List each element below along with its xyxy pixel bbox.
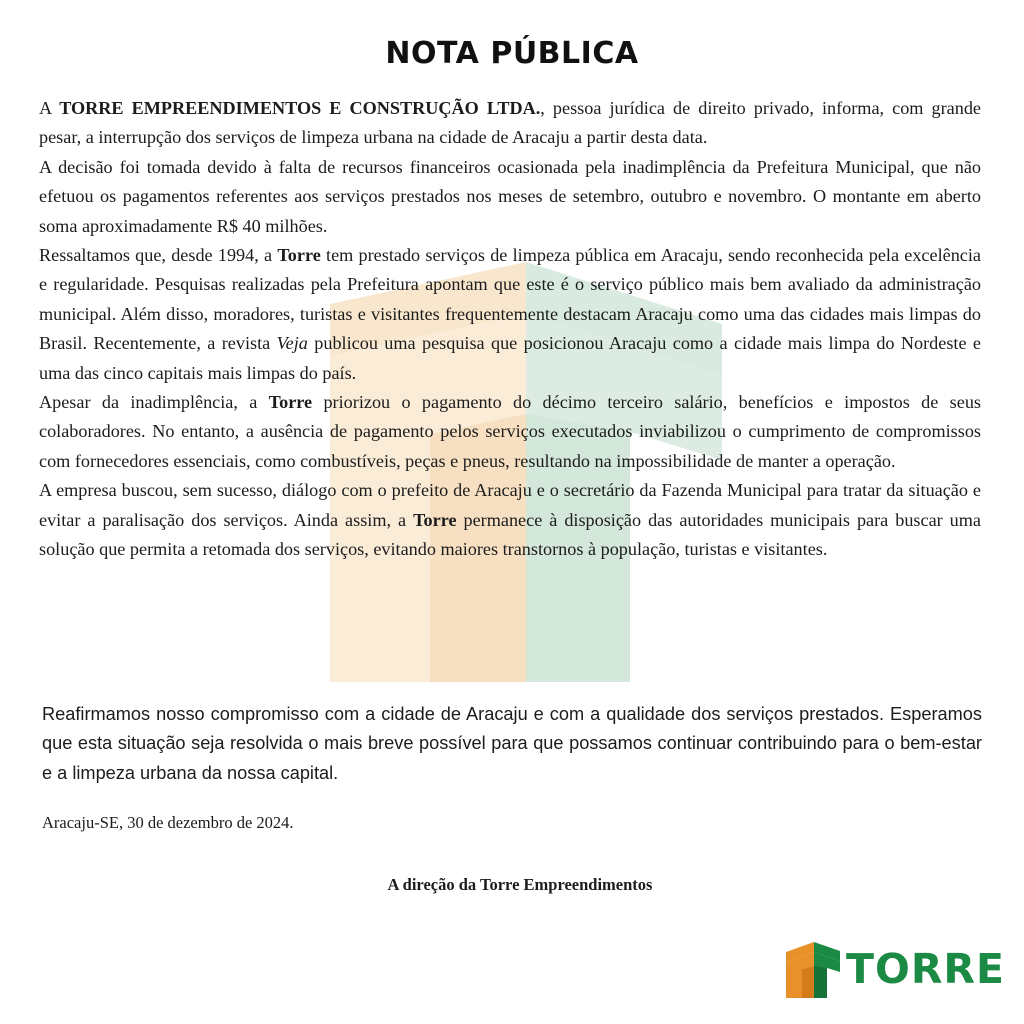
torre-logo [786, 942, 1005, 998]
page-title: NOTA PÚBLICA [385, 36, 639, 71]
statement-body [39, 94, 981, 565]
date-line: Aracaju-SE, 30 de dezembro de 2024. [42, 813, 294, 832]
paragraph-1: A TORRE EMPREENDIMENTOS E CONSTRUÇÃO LTDA., pessoa jurídica de direito privado, informa, com grande pesar, a interrupção dos serviços de limpeza urbana na cidade de Aracaju a partir desta data. [39, 98, 981, 148]
paragraph-4: Apesar da inadimplência, a Torre priorizou o pagamento do décimo terceiro salário, benefícios e impostos de seus colaboradores. No entanto, a ausência de pagamento pelos serviços executados inviabilizou o cumprimento de compromissos com fornecedores essenciais, como combustíveis, peças e pneus, resultando na impossibilidade de manter a operação. [39, 392, 981, 471]
logo-wordmark: TORRE [846, 945, 1005, 993]
paragraph-3: Ressaltamos que, desde 1994, a Torre tem prestado serviços de limpeza pública em Aracaju, sendo reconhecida pela excelência e regularidade. Pesquisas realizadas pela Prefeitura apontam que este é o serviço público mais bem avaliado da administração municipal. Além disso, moradores, turistas e visitantes frequentemente destacam Aracaju como uma das cidades mais limpas do Brasil. Recentemente, a revista Veja publicou uma pesquisa que posicionou Aracaju como a cidade mais limpa do Nordeste e uma das cinco capitais mais limpas do país. [39, 245, 981, 383]
paragraph-5: A empresa buscou, sem sucesso, diálogo com o prefeito de Aracaju e o secretário da Fazenda Municipal para tratar da situação e evitar a paralisação dos serviços. Ainda assim, a Torre permanece à disposição das autoridades municipais para buscar uma solução que permita a retomada dos serviços, evitando maiores transtornos à população, turistas e visitantes. [39, 480, 981, 560]
closing-paragraph: Reafirmamos nosso compromisso com a cidade de Aracaju e com a qualidade dos serviços prestados. Esperamos que esta situação seja resolvida o mais breve possível para que possamos continuar contribuindo para o bem-estar e a limpeza urbana da nossa capital. [42, 704, 982, 783]
signature: A direção da Torre Empreendimentos [387, 875, 653, 894]
torre-logo-icon [786, 942, 842, 998]
paragraph-2: A decisão foi tomada devido à falta de recursos financeiros ocasionada pela inadimplência da Prefeitura Municipal, que não efetuou os pagamentos referentes aos serviços prestados nos meses de setembro, outubro e novembro. O montante em aberto soma aproximadamente R$ 40 milhões. [39, 156, 981, 236]
